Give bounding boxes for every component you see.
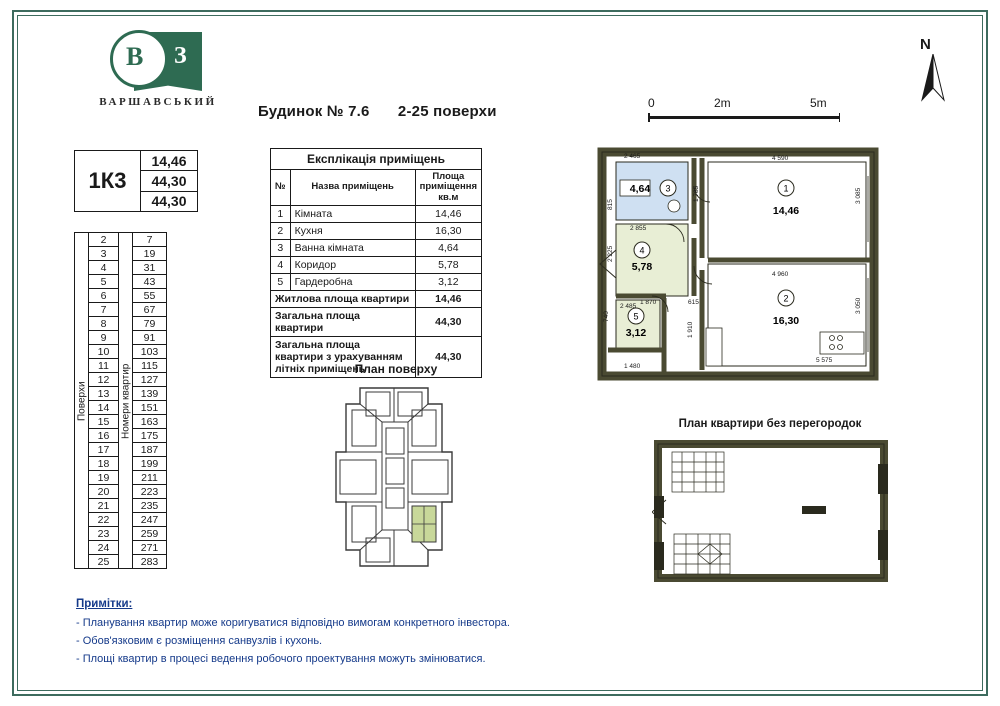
note-line-2: - Обов'язковим є розміщення санвузлів і кухонь. (76, 634, 323, 647)
north-arrow-group (912, 38, 952, 100)
scale-bar-line (648, 116, 840, 119)
svg-text:2 485: 2 485 (620, 303, 637, 310)
logo-letter-left: В (126, 42, 144, 71)
floor-number-cell: 3 (89, 247, 119, 261)
badge-total-with-balcony: 44,30 (141, 191, 197, 211)
explication-header-row (271, 170, 482, 206)
floor-number-cell: 21 (89, 499, 119, 513)
scale-labels (648, 96, 840, 112)
floor-plan-caption: План поверху (354, 362, 438, 376)
apartment-number-cell: 79 (133, 317, 167, 331)
note-line-1: - Планування квартир може коригуватися відповідно вимогам конкретного інвестора. (76, 617, 510, 629)
logo-company-name: ВАРШАВСЬКИЙ (99, 96, 217, 108)
floor-number-cell: 9 (89, 331, 119, 345)
note-line-3: - Площі квартир в процесі ведення робочого проектування можуть змінюватися. (76, 652, 486, 665)
floor-number-cell: 8 (89, 317, 119, 331)
svg-text:1 870: 1 870 (640, 299, 657, 306)
room-area-cell: 4,64 (415, 240, 481, 257)
apartment-number-cell: 91 (133, 331, 167, 345)
apartment-number-cell: 115 (133, 359, 167, 373)
svg-text:16,30: 16,30 (772, 315, 800, 327)
col-header-name: Назва приміщень (290, 170, 415, 206)
room-number-cell: 2 (271, 223, 291, 240)
apartment-number-cell: 139 (133, 387, 167, 401)
floor-number-cell: 4 (89, 261, 119, 275)
summary-row (271, 308, 482, 337)
table-row (271, 206, 482, 223)
floor-number-cell: 17 (89, 443, 119, 457)
apartment-number-cell: 127 (133, 373, 167, 387)
room-area-cell: 16,30 (415, 223, 481, 240)
svg-text:1 785: 1 785 (693, 185, 700, 202)
room-name-cell: Ванна кімната (290, 240, 415, 257)
svg-text:4 590: 4 590 (772, 155, 789, 162)
apartment-type-code: 1К3 (75, 151, 141, 211)
room-name-cell: Кімната (290, 206, 415, 223)
floor-number-cell: 22 (89, 513, 119, 527)
apartment-number-cell: 259 (133, 527, 167, 541)
scale-bar (648, 96, 840, 119)
floor-number-cell: 6 (89, 289, 119, 303)
floor-number-cell: 11 (89, 359, 119, 373)
svg-text:4: 4 (639, 245, 645, 256)
house-number: Будинок № 7.6 (258, 103, 370, 120)
explication-caption: Експлікація приміщень (270, 148, 482, 169)
floor-number-cell: 2 (89, 233, 119, 247)
floor-number-cell: 25 (89, 555, 119, 569)
summary-value-cell: 44,30 (415, 308, 481, 337)
svg-text:4,64: 4,64 (629, 183, 651, 195)
apartment-number-cell: 235 (133, 499, 167, 513)
floors-apartments-table (74, 232, 167, 569)
svg-text:740: 740 (603, 311, 610, 322)
apartment-number-cell: 163 (133, 415, 167, 429)
room-name-cell: Кухня (290, 223, 415, 240)
floor-number-cell: 5 (89, 275, 119, 289)
badge-total-area: 44,30 (141, 170, 197, 190)
svg-text:5,78: 5,78 (631, 261, 653, 273)
apartment-number-cell: 55 (133, 289, 167, 303)
apartment-number-cell: 175 (133, 429, 167, 443)
table-row (271, 257, 482, 274)
apartments-header-vertical: Номери квартир (119, 233, 133, 569)
room-area-cell: 3,12 (415, 274, 481, 291)
svg-text:3: 3 (665, 183, 671, 194)
scale-label-mid: 2m (714, 96, 731, 110)
apartment-number-cell: 199 (133, 457, 167, 471)
floor-number-cell: 13 (89, 387, 119, 401)
bare-plan-drawing (652, 438, 892, 586)
floors-header-vertical: Поверхи (75, 233, 89, 569)
svg-text:4 960: 4 960 (772, 271, 789, 278)
svg-text:1 910: 1 910 (687, 321, 694, 338)
apartment-number-cell: 151 (133, 401, 167, 415)
north-label: N (920, 36, 931, 53)
svg-text:14,46: 14,46 (772, 205, 800, 217)
badge-living-area: 14,46 (151, 152, 187, 169)
svg-text:1: 1 (783, 183, 789, 194)
apartment-number-cell: 247 (133, 513, 167, 527)
apartment-number-cell: 7 (133, 233, 167, 247)
summary-label-cell: Загальна площа квартири з урахуванням літніх приміщень (271, 337, 416, 378)
col-header-area: Площа приміщення кв.м (415, 170, 481, 206)
summary-label-cell: Загальна площа квартири (271, 308, 416, 337)
svg-text:2 465: 2 465 (624, 153, 641, 160)
floor-plan-drawing (330, 382, 458, 572)
bare-plan-caption: План квартири без перегородок (678, 418, 862, 430)
svg-text:5 575: 5 575 (816, 357, 833, 364)
col-header-number: № (271, 170, 291, 206)
table-row (271, 223, 482, 240)
floor-number-cell: 12 (89, 373, 119, 387)
apartment-type-badge (74, 150, 198, 212)
apartment-number-cell: 211 (133, 471, 167, 485)
apartment-plan-drawing (596, 146, 886, 382)
floor-number-cell: 20 (89, 485, 119, 499)
scale-label-0: 0 (648, 96, 655, 110)
apartment-number-cell: 31 (133, 261, 167, 275)
page-title (258, 103, 497, 120)
logo-letter-right: З (174, 43, 187, 69)
svg-text:3 085: 3 085 (855, 187, 862, 204)
svg-text:615: 615 (688, 299, 699, 306)
svg-text:2 225: 2 225 (607, 245, 614, 262)
room-number-cell: 1 (271, 206, 291, 223)
apartment-number-cell: 43 (133, 275, 167, 289)
svg-text:1 480: 1 480 (624, 363, 641, 370)
summary-label-cell: Житлова площа квартири (271, 291, 416, 308)
room-area-cell: 14,46 (415, 206, 481, 223)
summary-value-cell: 14,46 (415, 291, 481, 308)
floor-number-cell: 19 (89, 471, 119, 485)
floor-number-cell: 14 (89, 401, 119, 415)
room-number-cell: 4 (271, 257, 291, 274)
floors-range: 2-25 поверхи (397, 103, 497, 120)
table-row (271, 240, 482, 257)
apartment-number-cell: 223 (133, 485, 167, 499)
room-area-cell: 5,78 (415, 257, 481, 274)
apartment-number-cell: 283 (133, 555, 167, 569)
floor-number-cell: 23 (89, 527, 119, 541)
svg-text:5: 5 (633, 311, 639, 322)
svg-text:2: 2 (783, 293, 789, 304)
apartment-number-cell: 103 (133, 345, 167, 359)
scale-label-end: 5m (810, 96, 827, 110)
svg-text:2 855: 2 855 (630, 225, 647, 232)
apartment-number-cell: 271 (133, 541, 167, 555)
apartment-type-areas (141, 151, 197, 211)
apartment-number-cell: 187 (133, 443, 167, 457)
room-number-cell: 3 (271, 240, 291, 257)
apartment-number-cell: 19 (133, 247, 167, 261)
room-name-cell: Коридор (290, 257, 415, 274)
svg-text:3,12: 3,12 (625, 327, 647, 339)
apartment-number-cell: 67 (133, 303, 167, 317)
explication-table (270, 148, 482, 378)
room-name-cell: Гардеробна (290, 274, 415, 291)
north-arrow-icon (918, 54, 948, 102)
floor-number-cell: 7 (89, 303, 119, 317)
table-row (271, 274, 482, 291)
svg-text:3 050: 3 050 (855, 297, 862, 314)
notes-title: Примітки: (76, 598, 133, 610)
floor-number-cell: 18 (89, 457, 119, 471)
svg-text:815: 815 (607, 199, 614, 210)
table-row (75, 233, 167, 247)
floor-number-cell: 15 (89, 415, 119, 429)
summary-row (271, 291, 482, 308)
floor-number-cell: 24 (89, 541, 119, 555)
company-logo (88, 30, 228, 108)
logo-mark (110, 30, 206, 88)
floor-number-cell: 16 (89, 429, 119, 443)
floor-number-cell: 10 (89, 345, 119, 359)
summary-value-cell: 44,30 (415, 337, 481, 378)
notes-block (76, 598, 596, 667)
room-number-cell: 5 (271, 274, 291, 291)
